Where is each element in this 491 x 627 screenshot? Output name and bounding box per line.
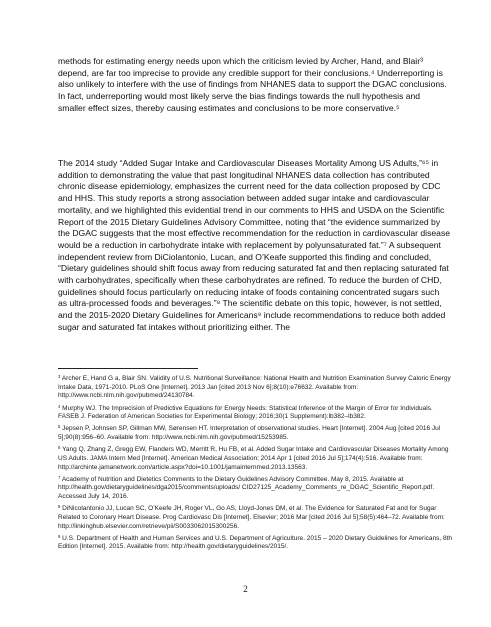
footnote: [58, 535, 453, 552]
footnote: [58, 446, 453, 472]
footnote-number: 5: [58, 424, 61, 430]
body-paragraph: The 2014 study “Added Sugar Intake and Cardiovascular Diseases Mortality Among US Adults,”⁶⁵ in addition to demonstrating the value that past longitudinal NHANES data collection has contributed chronic disease epidemiology, emphasizes the current need for the data collection proposed by CDC and HHS. This study reports a strong association between added sugar intake and cardiovascular mortality, and we highlighted this evidential trend in our comments to HHS and USDA on the Scientific Report of the 2015 Dietary Guidelines Advisory Committee, noting that “the evidence summarized by the DGAC suggests that the most effective recommendation for the reduction in cardiovascular disease would be a reduction in carbohydrate intake with replacement by polyunsaturated fat.”⁷ A subsequent independent review from DiCiolantonio, Lucan, and O’Keafe supported this finding and concluded, “Dietary guidelines should shift focus away from reducing saturated fat and then replacing saturated fat with carbohydrates, specifically when these carbohydrates are refined. To reduce the burden of CHD, guidelines should focus particularly on reducing intake of foods containing concentrated sugars such as ultra-processed foods and beverages.”⁸ The scientific debate on this topic, however, is not settled, and the 2015-2020 Dietary Guidelines for Americans⁹ include recommendations to reduce both added sugar and saturated fat intakes without prioritizing either. The: [58, 158, 451, 332]
footnote-separator: [58, 368, 198, 369]
footnote: [58, 405, 453, 422]
footnote-text: Academy of Nutrition and Dietetics Comments to the Dietary Guidelines Advisory Committee. May 8, 2015. Available at http://health.gov/dietaryguidelines/dga2015/comments/uploads/ CID27125_Academy_Comments_re_DGAC_Scientific_Report.pdf. Accessed July 14, 2016.: [58, 475, 435, 500]
footnote-number: 6: [58, 445, 61, 451]
footnote-text: U.S. Department of Health and Human Services and U.S. Department of Agriculture. 2015 – 2020 Dietary Guidelines for Americans, 8th Edition [Internet]. 2015. Available from: http://health.gov/dietaryguidelines/2015/.: [58, 534, 453, 551]
footnote: [58, 425, 453, 442]
footnote-text: Murphy WJ. The Imprecision of Predictive Equations for Energy Needs: Statistical Inference of the Margin of Error for Individuals. FASEB J. Federation of American Societies for Experimental Biology; 2016;30(1 Supplement):lb382–lb382.: [58, 404, 433, 421]
footnote-text: DiNicolantonio JJ, Lucan SC, O’Keefe JH, Roger VL, Go AS, Lloyd-Jones DM, et al. The Evidence for Saturated Fat and for Sugar Related to Coronary Heart Disease. Prog Cardiovasc Dis [Internet]. Elsevier; 2016 Mar [cited 2016 Jul 5];58(5):464–72. Available from: http://linkinghub.elsevier.com/retrieve/pii/S0033062015300256.: [58, 505, 445, 530]
footnote-number: 8: [58, 504, 61, 510]
footnote-number: 9: [58, 533, 61, 539]
footnote-text: Jepsen P, Johnsen SP, Gillman MW, Sørensen HT. Interpretation of observational studies. Heart [Internet]. 2004 Aug [cited 2016 Jul 5];90(8):956–60. Available from: http://www.ncbi.nlm.nih.gov/pubmed/15253985.: [58, 425, 441, 441]
page-number: 2: [243, 584, 248, 594]
footnotes-section: [58, 375, 453, 555]
footnote: [58, 375, 453, 401]
footnote-number: 4: [58, 403, 61, 409]
footnote: [58, 505, 453, 531]
footnote-text: Yang Q, Zhang Z, Gregg EW, Flanders WD, Merritt R, Hu FB, et al. Added Sugar Intake and Cardiovascular Diseases Mortality Among US Adults. JAMA Intern Med [Internet]. American Medical Association; 2014 Apr 1 [cited 2016 Jul 5];174(4):516. Available from: http://archinte.jamanetwork.com/article.aspx?doi=10.1001/jamainternmed.2013.13563.: [58, 446, 449, 471]
footnote-number: 7: [58, 474, 61, 480]
footnote: [58, 476, 453, 502]
footnote-text: Archer E, Hand G a, Blair SN. Validity of U.S. Nutritional Surveillance: National Health and Nutrition Examination Survey Caloric Energy Intake Data, 1971-2010. PLoS One [Internet]. 2013 Jan [cited 2013 Nov 6];8(10):e76632. Available from: http://www.ncbi.nlm.nih.gov/pubmed/24130784.: [58, 375, 451, 400]
footnote-number: 3: [58, 374, 61, 380]
body-paragraph: methods for estimating energy needs upon which the criticism levied by Archer, Hand, and Blair³ depend, are far too imprecise to provide any credible support for their conclusions.⁴ Underreporting is also unlikely to interfere with the use of findings from NHANES data to support the DGAC conclusions. In fact, underreporting would most likely serve the bias findings towards the null hypothesis and smaller effect sizes, thereby causing estimates and conclusions to be more conservative.⁵: [58, 56, 447, 113]
